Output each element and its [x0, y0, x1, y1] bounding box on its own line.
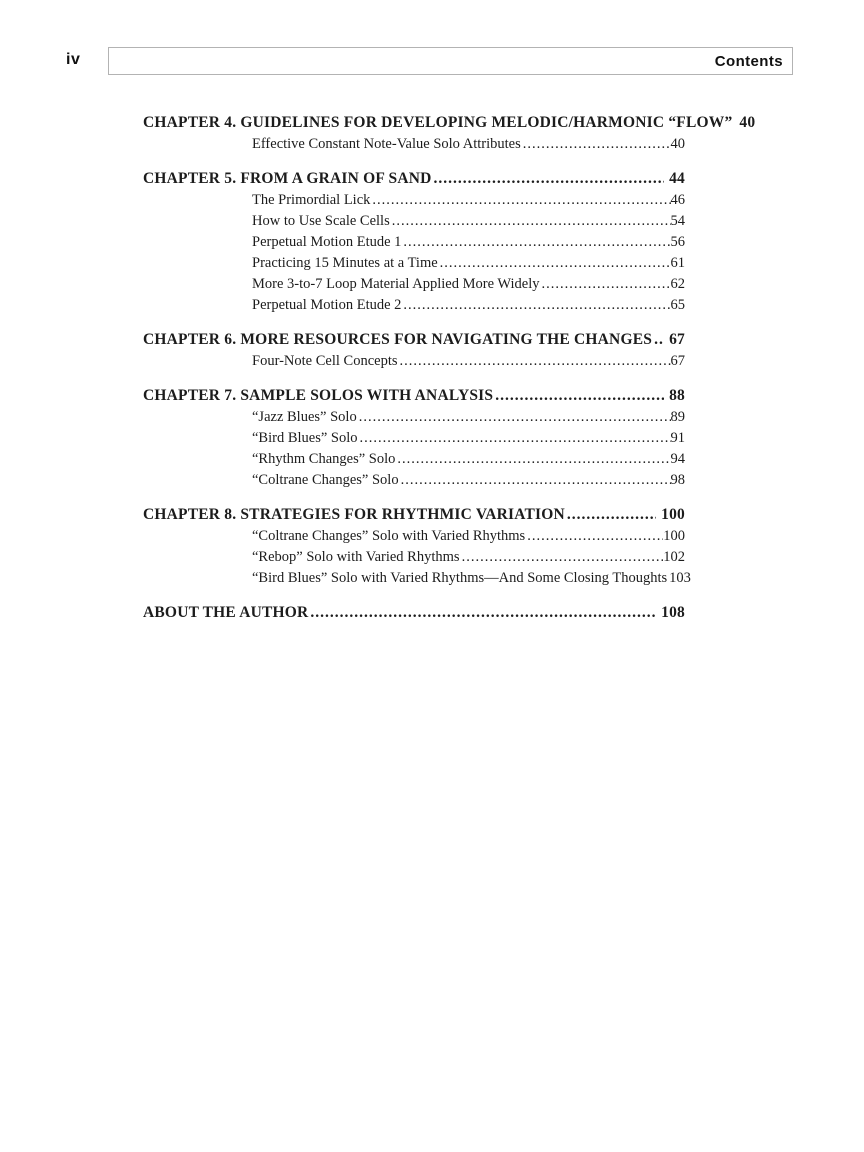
- toc-chapter-entry-title: CHAPTER 5. FROM A GRAIN OF SAND: [143, 170, 432, 187]
- toc-section: [143, 385, 685, 491]
- dot-leader: [310, 602, 656, 624]
- toc-sub-entry[interactable]: [143, 134, 685, 155]
- toc-chapter-entry-title: CHAPTER 8. STRATEGIES FOR RHYTHMIC VARIATION: [143, 506, 565, 523]
- toc-sub-entry-page-number: 94: [670, 451, 685, 467]
- dot-leader: [359, 407, 671, 428]
- page-header: [0, 47, 864, 75]
- toc-sub-entry[interactable]: [143, 547, 685, 568]
- toc-sub-entry-title: How to Use Scale Cells: [252, 213, 390, 229]
- toc-section: [143, 112, 756, 155]
- toc-sub-entry-title: Perpetual Motion Etude 2: [252, 297, 402, 313]
- toc-sub-entry[interactable]: [143, 449, 685, 470]
- toc-chapter-entry-page-number: 67: [669, 331, 685, 348]
- toc-sub-entry-title: “Jazz Blues” Solo: [252, 409, 357, 425]
- toc-sub-entry-title: “Rhythm Changes” Solo: [252, 451, 396, 467]
- toc-chapter-entry[interactable]: [143, 168, 685, 190]
- toc-chapter-entry[interactable]: [143, 329, 685, 351]
- toc-chapter-entry-title: CHAPTER 6. MORE RESOURCES FOR NAVIGATING THE CHANGES: [143, 331, 653, 348]
- toc-section: [143, 504, 691, 589]
- dot-leader: [397, 449, 670, 470]
- dot-leader: [654, 329, 664, 351]
- dot-leader: [495, 385, 664, 407]
- toc-sub-entry-page-number: 67: [670, 353, 685, 369]
- dot-leader: [434, 168, 665, 190]
- toc-chapter-entry-page-number: 40: [739, 114, 756, 131]
- dot-leader: [567, 504, 656, 526]
- dot-leader: [403, 232, 670, 253]
- toc-sub-entry-page-number: 98: [670, 472, 685, 488]
- toc-sub-entry[interactable]: [143, 253, 685, 274]
- toc-chapter-entry[interactable]: [143, 112, 756, 134]
- toc-sub-entry-page-number: 91: [670, 430, 685, 446]
- dot-leader: [360, 428, 671, 449]
- toc-sub-entry[interactable]: [143, 211, 685, 232]
- toc-sub-entry-page-number: 46: [670, 192, 685, 208]
- toc-sub-entry-title: Perpetual Motion Etude 1: [252, 234, 402, 250]
- dot-leader: [372, 190, 670, 211]
- toc-sub-entry-page-number: 102: [663, 549, 685, 565]
- toc-sub-entry[interactable]: [143, 274, 685, 295]
- toc-chapter-entry-page-number: 108: [661, 604, 685, 621]
- toc-sub-entry-title: “Bird Blues” Solo: [252, 430, 358, 446]
- toc-sub-entry-title: “Coltrane Changes” Solo with Varied Rhythms: [252, 528, 526, 544]
- toc-sub-entry-page-number: 100: [663, 528, 685, 544]
- toc-chapter-entry[interactable]: [143, 385, 685, 407]
- page-folio: iv: [66, 51, 81, 68]
- toc-chapter-entry-title: ABOUT THE AUTHOR: [143, 604, 309, 621]
- dot-leader: [541, 274, 670, 295]
- toc-chapter-entry-title: CHAPTER 7. SAMPLE SOLOS WITH ANALYSIS: [143, 387, 494, 404]
- toc-sub-entry[interactable]: [143, 190, 685, 211]
- toc-section: [143, 168, 685, 316]
- dot-leader: [523, 134, 671, 155]
- toc-section: [143, 602, 685, 624]
- dot-leader: [392, 211, 671, 232]
- toc-sub-entry-title: “Coltrane Changes” Solo: [252, 472, 399, 488]
- toc-sub-entry[interactable]: [143, 428, 685, 449]
- toc-chapter-entry[interactable]: [143, 602, 685, 624]
- toc-sub-entry-title: Effective Constant Note-Value Solo Attributes: [252, 136, 521, 152]
- toc-sub-entry-page-number: 56: [670, 234, 685, 250]
- toc: [143, 112, 756, 624]
- toc-sub-entry[interactable]: [143, 526, 685, 547]
- dot-leader: [400, 351, 671, 372]
- toc-sub-entry-page-number: 103: [669, 570, 691, 586]
- toc-sub-entry-title: “Bird Blues” Solo with Varied Rhythms—And Some Closing Thoughts: [252, 570, 668, 586]
- toc-sub-entry[interactable]: [143, 470, 685, 491]
- running-header-title: Contents: [714, 52, 783, 70]
- toc-sub-entry-page-number: 54: [670, 213, 685, 229]
- toc-section: [143, 329, 685, 372]
- toc-sub-entry-title: Practicing 15 Minutes at a Time: [252, 255, 438, 271]
- toc-sub-entry-page-number: 62: [670, 276, 685, 292]
- running-header-box: [108, 47, 793, 75]
- toc-sub-entry[interactable]: [143, 568, 691, 589]
- dot-leader: [462, 547, 664, 568]
- toc-chapter-entry-title: CHAPTER 4. GUIDELINES FOR DEVELOPING MELODIC/HARMONIC “FLOW”: [143, 114, 733, 131]
- toc-chapter-entry[interactable]: [143, 504, 685, 526]
- toc-sub-entry-page-number: 40: [670, 136, 685, 152]
- toc-sub-entry-title: “Rebop” Solo with Varied Rhythms: [252, 549, 460, 565]
- toc-sub-entry[interactable]: [143, 295, 685, 316]
- toc-sub-entry-title: Four-Note Cell Concepts: [252, 353, 398, 369]
- toc-sub-entry-page-number: 65: [670, 297, 685, 313]
- toc-chapter-entry-page-number: 100: [661, 506, 685, 523]
- dot-leader: [403, 295, 670, 316]
- toc-sub-entry[interactable]: [143, 407, 685, 428]
- dot-leader: [527, 526, 663, 547]
- dot-leader: [401, 470, 671, 491]
- toc-sub-entry-page-number: 89: [670, 409, 685, 425]
- toc-sub-entry[interactable]: [143, 351, 685, 372]
- dot-leader: [440, 253, 671, 274]
- toc-chapter-entry-page-number: 88: [669, 387, 685, 404]
- toc-sub-entry-page-number: 61: [670, 255, 685, 271]
- toc-chapter-entry-page-number: 44: [669, 170, 685, 187]
- toc-sub-entry[interactable]: [143, 232, 685, 253]
- toc-sub-entry-title: More 3-to-7 Loop Material Applied More Widely: [252, 276, 540, 292]
- toc-sub-entry-title: The Primordial Lick: [252, 192, 371, 208]
